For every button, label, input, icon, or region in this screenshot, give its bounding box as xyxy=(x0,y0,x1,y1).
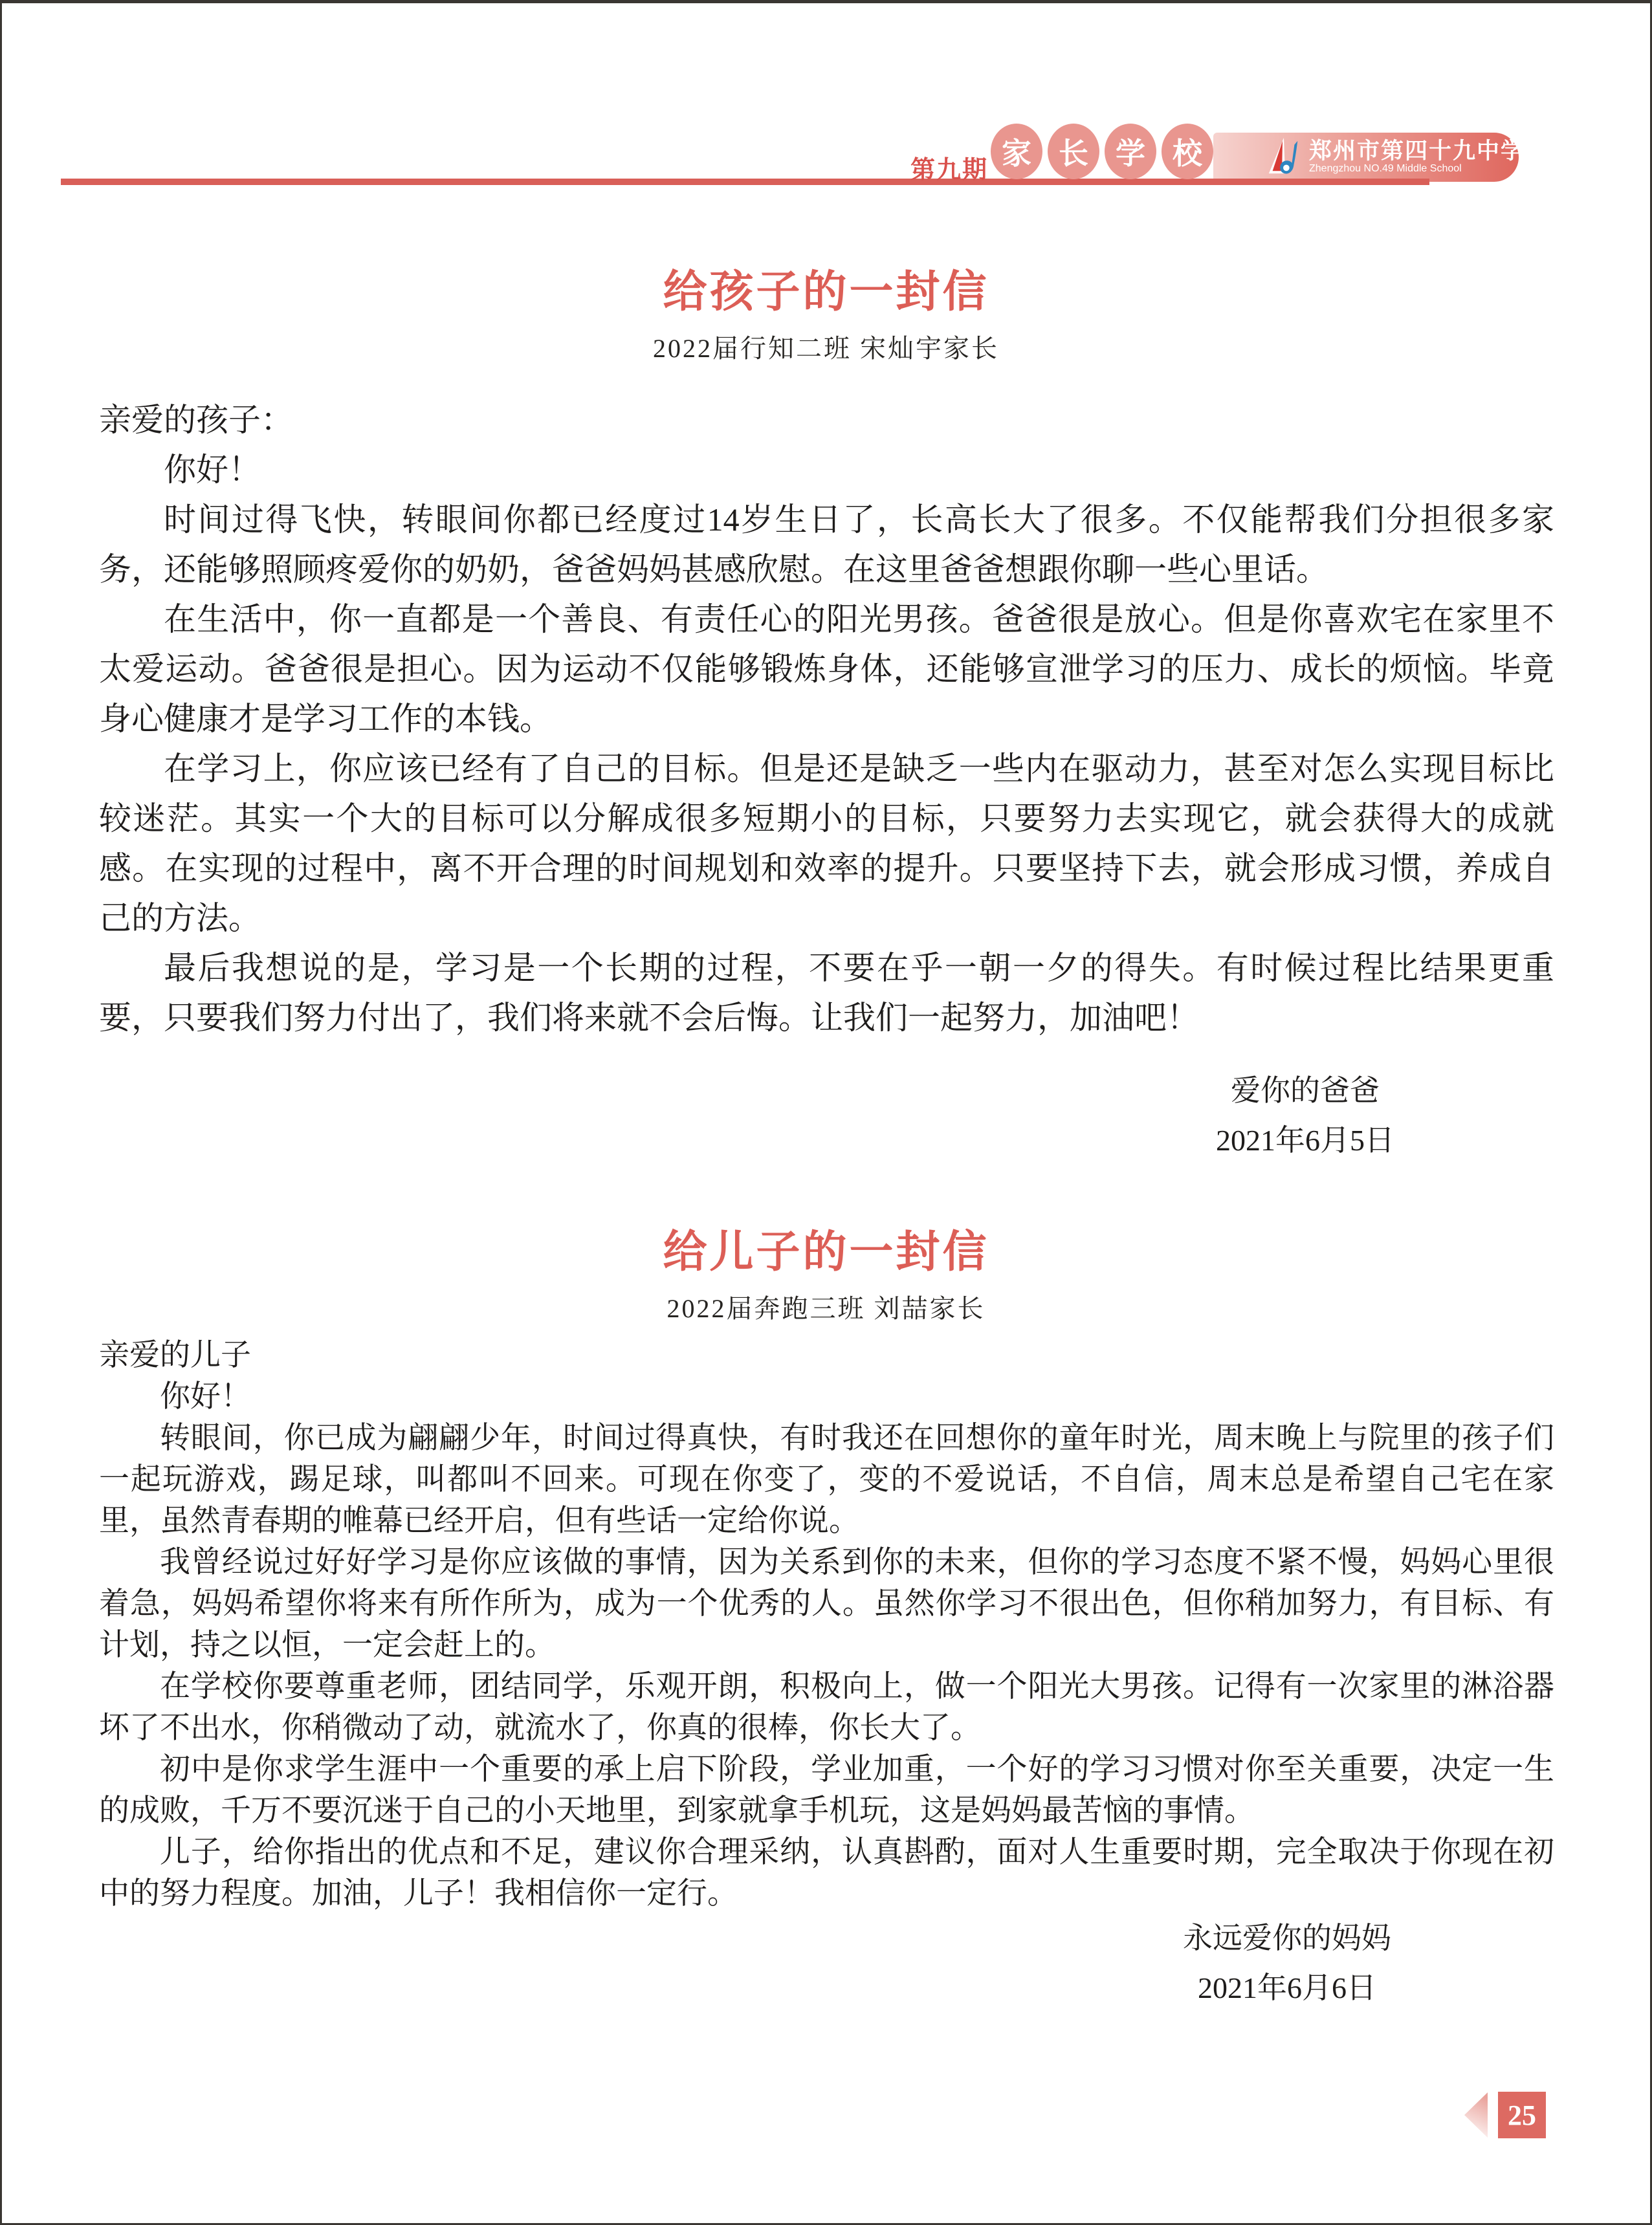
paragraph: 初中是你求学生涯中一个重要的承上启下阶段，学业加重，一个好的学习习惯对你至关重要，决定一生的成败，千万不要沉迷于自己的小天地里，到家就拿手机玩，这是妈妈最苦恼的事情。 xyxy=(99,1753,1554,1828)
salutation: 亲爱的孩子： xyxy=(99,402,293,438)
salutation: 亲爱的儿子 xyxy=(99,1339,251,1372)
greeting: 你好！ xyxy=(164,452,261,488)
signature-block xyxy=(1183,1913,1391,2013)
letter-byline: 2022届奔跑三班 刘喆家长 xyxy=(666,1294,986,1323)
page-corner-triangle-icon xyxy=(1464,2092,1488,2138)
school-names xyxy=(1309,140,1525,175)
page-number-badge: 25 xyxy=(1498,2092,1546,2138)
paragraph: 时间过得飞快，转眼间你都已经度过14岁生日了，长高长大了很多。不仅能帮我们分担很多家务，还能够照顾疼爱你的奶奶，爸爸妈妈甚感欣慰。在这里爸爸想跟你聊一些心里话。 xyxy=(99,501,1554,587)
letter-body xyxy=(99,1335,1554,1914)
column-badge: 校 xyxy=(1162,124,1213,179)
letter-byline: 2022届行知二班 宋灿宇家长 xyxy=(653,334,999,363)
header-rule xyxy=(61,179,1429,185)
paragraph: 在学校你要尊重老师，团结同学，乐观开朗，积极向上，做一个阳光大男孩。记得有一次家里的淋浴器坏了不出水，你稍微动了动，就流水了，你真的很棒，你长大了。 xyxy=(99,1670,1554,1745)
column-badge: 长 xyxy=(1048,124,1099,179)
paragraph: 儿子，给你指出的优点和不足，建议你合理采纳，认真斟酌，面对人生重要时期，完全取决于你现在初中的努力程度。加油，儿子！我相信你一定行。 xyxy=(99,1836,1554,1911)
paragraph: 转眼间，你已成为翩翩少年，时间过得真快，有时我还在回想你的童年时光，周末晚上与院里的孩子们一起玩游戏，踢足球，叫都叫不回来。可现在你变了，变的不爱说话，不自信，周末总是希望自己宅在家里，虽然青春期的帷幕已经开启，但有些话一定给你说。 xyxy=(99,1421,1554,1538)
letter-body xyxy=(99,395,1554,1043)
letter-title: 给孩子的一封信 xyxy=(663,267,989,316)
signature-block xyxy=(1216,1066,1394,1165)
signature-date: 2021年6月5日 xyxy=(1216,1124,1394,1157)
column-title-badges xyxy=(991,124,1213,179)
school-name-cn: 郑州市第四十九中学 xyxy=(1309,138,1525,164)
column-badge: 学 xyxy=(1105,124,1156,179)
signature-date: 2021年6月6日 xyxy=(1198,1971,1376,2004)
paragraph: 在学习上，你应该已经有了自己的目标。但是还是缺乏一些内在驱动力，甚至对怎么实现目标比较迷茫。其实一个大的目标可以分解成很多短期小的目标，只要努力去实现它，就会获得大的成就感。在实现的过程中，离不开合理的时间规划和效率的提升。只要坚持下去，就会形成习惯，养成自己的方法。 xyxy=(99,751,1554,936)
column-badge: 家 xyxy=(991,124,1042,179)
school-name-en: Zhengzhou NO.49 Middle School xyxy=(1309,162,1462,174)
issue-label: 第九期 xyxy=(910,157,989,184)
paragraph: 我曾经说过好好学习是你应该做的事情，因为关系到你的未来，但你的学习态度不紧不慢，妈妈心里很着急，妈妈希望你将来有所作所为，成为一个优秀的人。虽然你学习不很出色，但你稍加努力，有目标、有计划，持之以恒，一定会赶上的。 xyxy=(99,1546,1554,1662)
letter-title: 给儿子的一封信 xyxy=(663,1227,989,1277)
paragraph: 最后我想说的是，学习是一个长期的过程，不要在乎一朝一夕的得失。有时候过程比结果更重要，只要我们努力付出了，我们将来就不会后悔。让我们一起努力，加油吧！ xyxy=(99,950,1554,1036)
greeting: 你好！ xyxy=(160,1380,251,1414)
school-logo-icon xyxy=(1265,137,1303,177)
paragraph: 在生活中，你一直都是一个善良、有责任心的阳光男孩。爸爸很是放心。但是你喜欢宅在家里不太爱运动。爸爸很是担心。因为运动不仅能够锻炼身体，还能够宣泄学习的压力、成长的烦恼。毕竟身心健康才是学习工作的本钱。 xyxy=(99,601,1554,737)
signature: 永远爱你的妈妈 xyxy=(1183,1922,1391,1955)
signature: 爱你的爸爸 xyxy=(1231,1074,1380,1107)
school-banner xyxy=(1213,133,1525,182)
